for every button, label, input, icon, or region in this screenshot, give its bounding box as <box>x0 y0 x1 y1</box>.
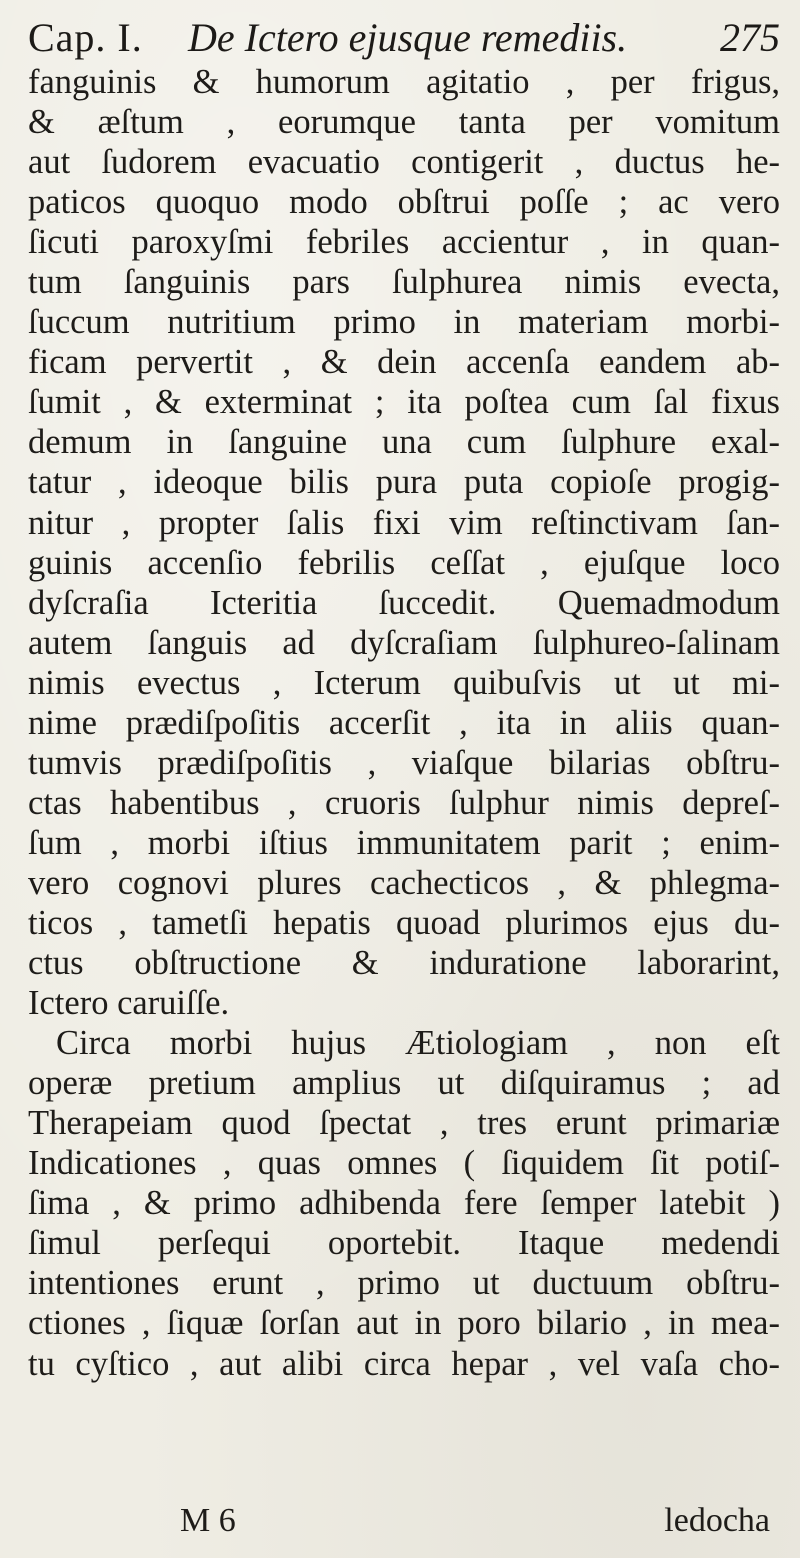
catchword: ledocha <box>664 1502 770 1539</box>
text-line: demum in ſanguine una cum ſulphure exal- <box>28 423 780 462</box>
text-line: tatur , ideoque bilis pura puta copioſe progig- <box>28 463 780 502</box>
running-title: De Ictero ejusque remediis. <box>188 15 628 60</box>
text-line: nitur , propter ſalis fixi vim reſtinctivam ſan- <box>28 503 780 542</box>
signature-mark: M 6 <box>180 1502 236 1539</box>
text-line: ctus obſtructione & induratione laborarint, <box>28 944 780 983</box>
text-line: ſimul perſequi oportebit. Itaque medendi <box>28 1224 780 1263</box>
text-line: fanguinis & humorum agitatio , per frigus, <box>28 63 780 101</box>
text-line: ſuccum nutritium primo in materiam morbi- <box>28 303 780 342</box>
text-line: nimis evectus , Icterum quibuſvis ut ut mi- <box>28 663 780 702</box>
text-line: Therapeiam quod ſpectat , tres erunt primariæ <box>28 1104 780 1143</box>
page-footer <box>180 1502 780 1548</box>
text-line: tumvis prædiſpoſitis , viaſque bilarias obſtru- <box>28 743 780 782</box>
text-line: paticos quoquo modo obſtrui poſſe ; ac vero <box>28 183 780 222</box>
paragraph-end-line: Ictero caruiſſe. <box>28 984 230 1023</box>
text-line: ſicuti paroxyſmi febriles accientur , in quan- <box>28 223 780 262</box>
text-line: tum ſanguinis pars ſulphurea nimis evecta, <box>28 263 780 302</box>
text-line: autem ſanguis ad dyſcraſiam ſulphureo-ſalinam <box>28 623 780 662</box>
page-number: 275 <box>720 15 780 60</box>
text-line: guinis accenſio febrilis ceſſat , ejuſque loco <box>28 543 780 582</box>
text-line: ctiones , ſiquæ ſorſan aut in poro bilario , in mea- <box>28 1304 780 1343</box>
text-line: tu cyſtico , aut alibi circa hepar , vel vaſa cho- <box>28 1344 780 1383</box>
text-line: nime prædiſpoſitis accerſit , ita in aliis quan- <box>28 703 780 742</box>
text-line: ticos , tametſi hepatis quoad plurimos ejus du- <box>28 903 780 942</box>
text-line: vero cognovi plures cachecticos , & phlegma- <box>28 863 780 902</box>
text-line: intentiones erunt , primo ut ductuum obſtru- <box>28 1264 780 1303</box>
body-text <box>28 62 780 1384</box>
text-line: Indicationes , quas omnes ( ſiquidem ſit potiſ- <box>28 1144 780 1183</box>
text-line: ſumit , & exterminat ; ita poſtea cum ſal fixus <box>28 383 780 422</box>
text-line: operæ pretium amplius ut diſquiramus ; ad <box>28 1064 780 1103</box>
text-line: ſima , & primo adhibenda fere ſemper latebit ) <box>28 1184 780 1223</box>
text-line: ficam pervertit , & dein accenſa eandem ab- <box>28 343 780 382</box>
text-line: ctas habentibus , cruoris ſulphur nimis depreſ- <box>28 783 780 822</box>
paragraph-start-line: Circa morbi hujus Ætiologiam , non eſt <box>56 1024 780 1063</box>
text-line: dyſcraſia Icteritia ſuccedit. Quemadmodum <box>28 583 780 622</box>
text-line: & æſtum , eorumque tanta per vomitum <box>28 103 780 142</box>
text-line: aut ſudorem evacuatio contigerit , ductus he- <box>28 143 780 182</box>
text-line: ſum , morbi iſtius immunitatem parit ; enim- <box>28 823 780 862</box>
chapter-label: Cap. I. <box>28 15 143 60</box>
